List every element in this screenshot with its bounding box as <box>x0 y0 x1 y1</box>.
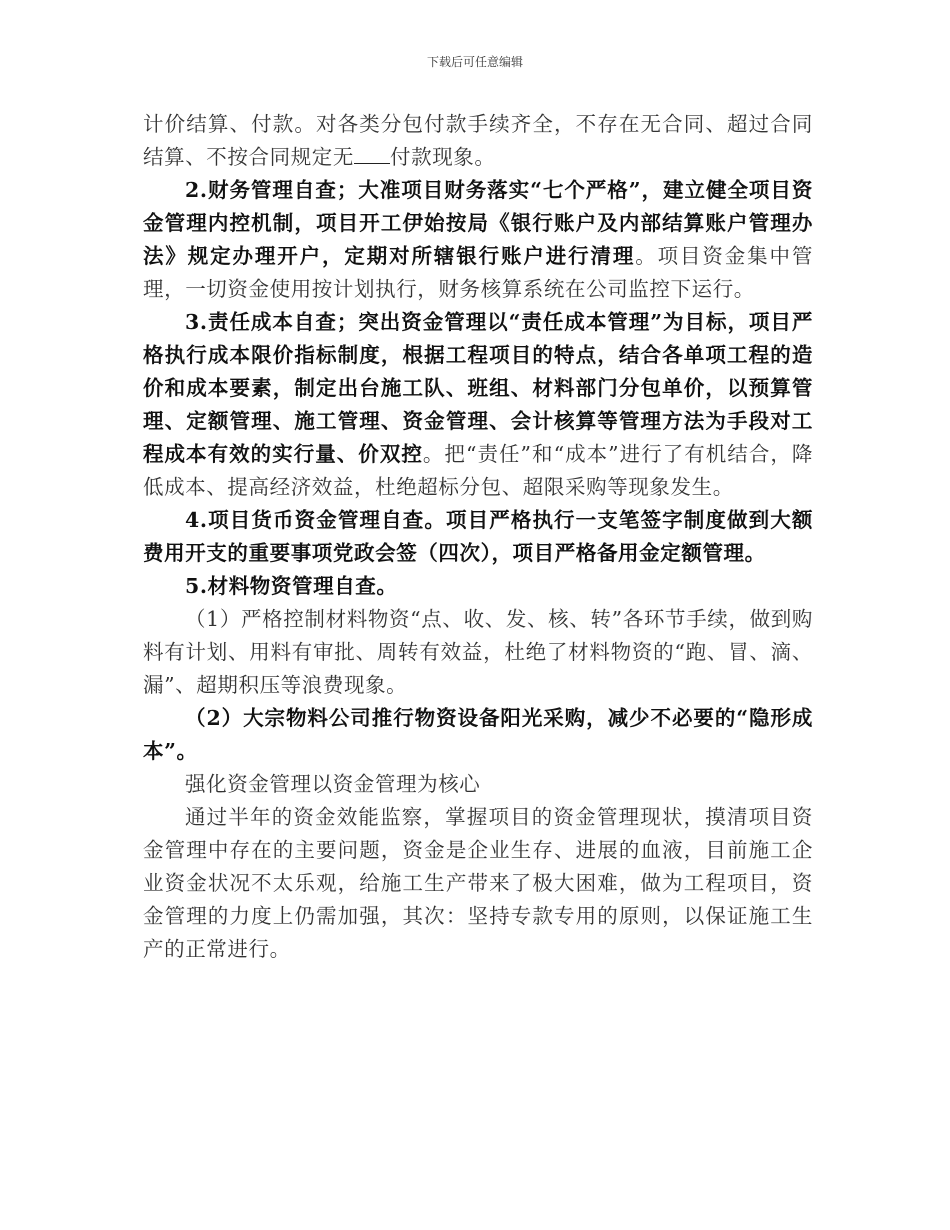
paragraph-payment <box>143 108 813 174</box>
paragraph-payment-tail: 付款现象。 <box>390 145 496 169</box>
paragraph-material-heading: 5.材料物资管理自查。 <box>185 574 398 598</box>
page-header: 下载后可任意编辑 <box>426 55 523 69</box>
blank-underline <box>354 162 390 164</box>
section-heading-fund-management: 强化资金管理以资金管理为核心 <box>185 772 481 796</box>
paragraph-fund-supervision: 通过半年的资金效能监察，掌握项目的资金管理现状，摸清项目资金管理中存在的主要问题，资金是企业生存、进展的血液，目前施工企业资金状况不太乐观，给施工生产带来了极大困难，做为工程项目，资金管理的力度上仍需加强，其次：坚持专款专用的原则，以保证施工生产的正常进行。 <box>143 805 813 961</box>
document-body <box>143 108 813 966</box>
paragraph-cost-audit <box>143 306 813 504</box>
paragraph-material-item-1: （1）严格控制材料物资“点、收、发、核、转”各环节手续，做到购料有计划、用料有审批、周转有效益，杜绝了材料物资的“跑、冒、滴、漏”、超期积压等浪费现象。 <box>143 607 813 697</box>
paragraph-monetary-audit: 4.项目货币资金管理自查。项目严格执行一支笔签字制度做到大额费用开支的重要事项党政会签（四次），项目严格备用金定额管理。 <box>143 508 813 565</box>
paragraph-finance-audit <box>143 174 813 306</box>
cost-audit-light: 。把“责任”和“成本”进行了有机结合，降低成本、提高经济效益，杜绝超标分包、超限采购等现象发生。 <box>143 442 813 499</box>
cost-audit-bold: 3.责任成本自查；突出资金管理以“责任成本管理”为目标，项目严格执行成本限价指标制度，根据工程项目的特点，结合各单项工程的造价和成本要素，制定出台施工队、班组、材料部门分包单价，以预算管理、定额管理、施工管理、资金管理、会计核算等管理方法为手段对工程成本有效的实行量、价双控 <box>143 310 813 466</box>
paragraph-material-item-2: （2）大宗物料公司推行物资设备阳光采购，减少不必要的“隐形成本”。 <box>143 706 813 763</box>
finance-audit-bold: 2.财务管理自查；大准项目财务落实“七个严格”，建立健全项目资金管理内控机制，项目开工伊始按局《银行账户及内部结算账户管理办法》规定办理开户，定期对所辖银行账户进行清理 <box>143 178 813 268</box>
finance-audit-light: 。项目资金集中管理，一切资金使用按计划执行，财务核算系统在公司监控下运行。 <box>143 244 813 301</box>
paragraph-payment-text: 计价结算、付款。对各类分包付款手续齐全，不存在无合同、超过合同结算、不按合同规定无 <box>143 112 813 169</box>
